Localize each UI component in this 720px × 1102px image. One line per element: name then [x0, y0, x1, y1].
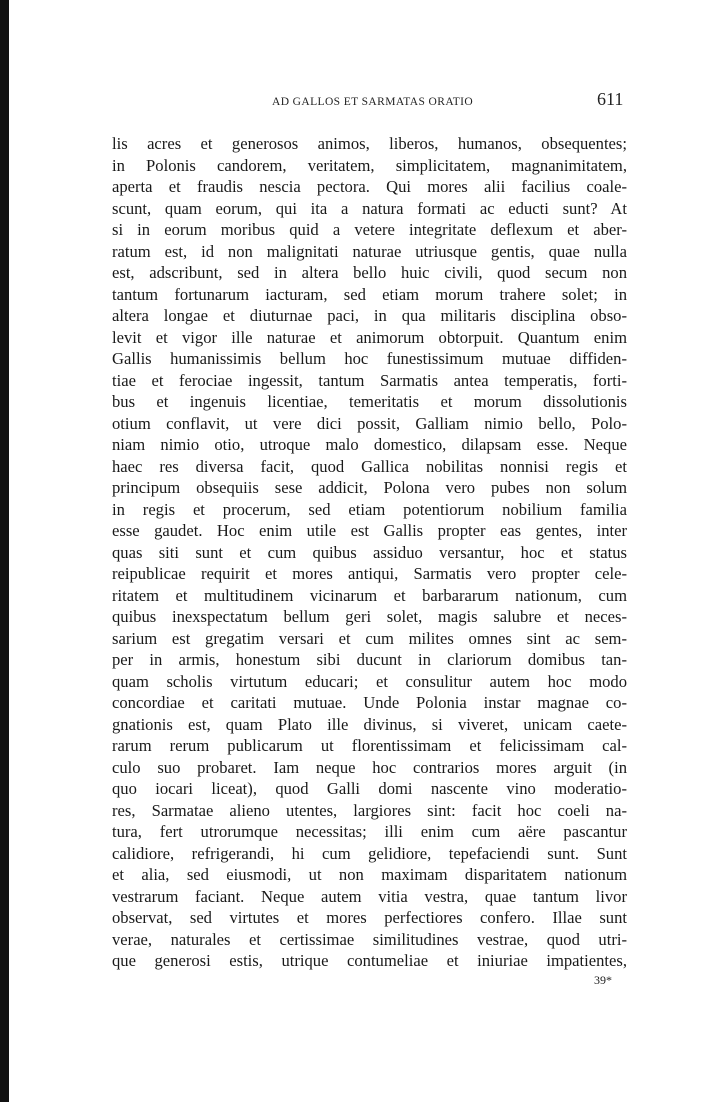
text-line: Gallis humanissimis bellum hoc funestissimum mutuae diffiden- — [112, 349, 627, 368]
text-line: in regis et procerum, sed etiam potentiorum nobilium familia — [112, 499, 627, 519]
text-line: est, adscribunt, sed in altera bello huic civili, quod secum non — [112, 263, 627, 282]
text-line: rarum rerum publicarum ut florentissimam et felicissimam cal- — [112, 736, 627, 755]
text-line: levit et vigor ille naturae et animorum obtorpuit. Quantum enim — [112, 327, 627, 347]
text-line: haec res diversa facit, quod Gallica nobilitas nonnisi regis et — [112, 456, 627, 476]
text-line: si in eorum moribus quid a vetere integritate deflexum et aber- — [112, 220, 627, 239]
text-line: observat, sed virtutes et mores perfectiores confero. Illae sunt — [112, 908, 627, 927]
text-line: scunt, quam eorum, qui ita a natura formati ac educti sunt? At — [112, 198, 627, 218]
text-line: in Polonis candorem, veritatem, simplicitatem, magnanimitatem, — [112, 155, 627, 175]
page-number: 611 — [597, 89, 624, 109]
text-line: res, Sarmatae alieno utentes, largiores sint: facit hoc coeli na- — [112, 800, 627, 820]
text-line: principum obsequiis sese addicit, Polona vero pubes non solum — [112, 478, 627, 497]
text-line: bus et ingenuis licentiae, temeritatis et morum dissolutionis — [112, 392, 627, 411]
text-line: calidiore, refrigerandi, hi cum gelidiore, tepefaciendi sunt. Sunt — [112, 843, 627, 863]
text-line: concordiae et caritati mutuae. Unde Polonia instar magnae co- — [112, 693, 627, 712]
text-line: culo suo probaret. Iam neque hoc contrarios mores arguit (in — [112, 757, 627, 777]
text-line: ratum est, id non malignitati naturae utriusque gentis, quae nulla — [112, 241, 627, 261]
text-line: per in armis, honestum sibi ducunt in clariorum domibus tan- — [112, 650, 627, 669]
text-line: quam scholis virtutum educari; et consulitur autem hoc modo — [112, 671, 627, 691]
text-line: verae, naturales et certissimae similitudines vestrae, quod utri- — [112, 929, 627, 949]
text-line: tura, fert utrorumque necessitas; illi enim cum aëre pascantur — [112, 822, 627, 841]
signature-mark: 39* — [594, 973, 612, 987]
text-line: gnationis est, quam Plato ille divinus, si viveret, unicam caete- — [112, 714, 627, 734]
text-line: otium conflavit, ut vere dici possit, Galliam nimio bello, Polo- — [112, 413, 627, 433]
text-line: tiae et ferociae ingessit, tantum Sarmatis antea temperatis, forti- — [112, 370, 627, 390]
text-line: aperta et fraudis nescia pectora. Qui mores alii facilius coale- — [112, 177, 627, 196]
text-line: lis acres et generosos animos, liberos, humanos, obsequentes; — [112, 134, 627, 153]
text-line: esse gaudet. Hoc enim utile est Gallis propter eas gentes, inter — [112, 521, 627, 540]
text-line: vestrarum faciant. Neque autem vitia vestra, quae tantum livor — [112, 886, 627, 906]
text-line: ritatem et multitudinem vicinarum et barbararum nationum, cum — [112, 585, 627, 605]
text-line: que generosi estis, utrique contumeliae et iniuriae impatientes, — [112, 951, 627, 970]
running-title: AD GALLOS ET SARMATAS ORATIO — [272, 96, 474, 108]
text-line: reipublicae requirit et mores antiqui, Sarmatis vero propter cele- — [112, 564, 627, 583]
text-line: et alia, sed eiusmodi, ut non maximam disparitatem nationum — [112, 865, 627, 884]
text-line: sarium est gregatim versari et cum milites omnes sint ac sem- — [112, 628, 627, 648]
text-line: quibus inexspectatum bellum geri solet, magis salubre et neces- — [112, 607, 627, 626]
text-line: altera longae et diuturnae paci, in qua militaris disciplina obso- — [112, 306, 627, 325]
book-spine-edge — [0, 0, 9, 1102]
text-line: quo iocari liceat), quod Galli domi nascente vino moderatio- — [112, 779, 627, 798]
text-line: quas siti sunt et cum quibus assiduo versantur, hoc et status — [112, 542, 627, 562]
body-text — [112, 133, 627, 972]
text-line: niam nimio otio, utroque malo domestico, dilapsam esse. Neque — [112, 435, 627, 454]
text-line: tantum fortunarum iacturam, sed etiam morum trahere solet; in — [112, 284, 627, 304]
